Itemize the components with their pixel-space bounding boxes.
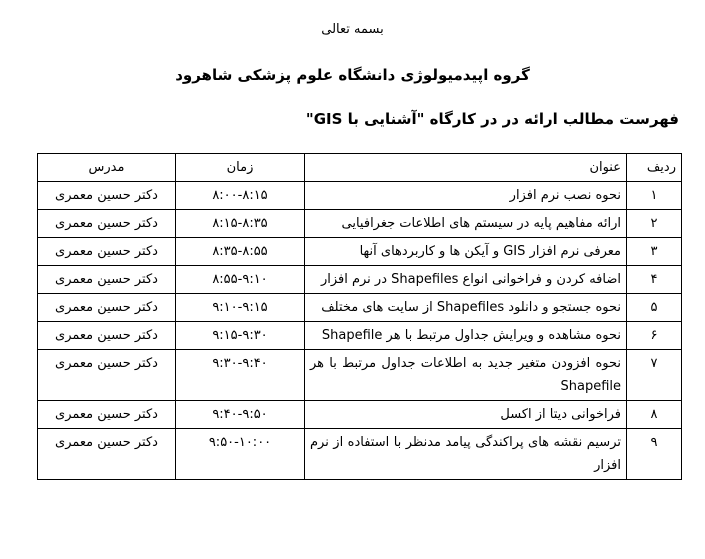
row-number-cell: ۱ xyxy=(627,182,682,210)
row-instructor-cell: دکتر حسین معمری xyxy=(38,350,176,401)
header-time: زمان xyxy=(176,154,305,182)
table-row xyxy=(38,182,682,210)
row-time-cell: ۸:۰۰-۸:۱۵ xyxy=(176,182,305,210)
table-row xyxy=(38,210,682,238)
row-instructor-cell: دکتر حسین معمری xyxy=(38,210,176,238)
row-title-cell: ترسیم نقشه های پراکندگی پیامد مدنظر با استفاده از نرم افزار xyxy=(305,429,627,480)
row-time-cell: ۸:۱۵-۸:۳۵ xyxy=(176,210,305,238)
header-title: عنوان xyxy=(305,154,627,182)
row-title-cell: اضافه کردن و فراخوانی انواع Shapefiles در نرم افزار xyxy=(305,266,627,294)
table-row xyxy=(38,401,682,429)
row-time-cell: ۸:۵۵-۹:۱۰ xyxy=(176,266,305,294)
schedule-table xyxy=(37,153,682,480)
table-row xyxy=(38,294,682,322)
row-title-cell: ارائه مفاهیم پایه در سیستم های اطلاعات جغرافیایی xyxy=(305,210,627,238)
table-row xyxy=(38,238,682,266)
table-row xyxy=(38,266,682,294)
row-instructor-cell: دکتر حسین معمری xyxy=(38,322,176,350)
row-instructor-cell: دکتر حسین معمری xyxy=(38,401,176,429)
row-title-cell: معرفی نرم افزار GIS و آیکن ها و کاربردهای آنها xyxy=(305,238,627,266)
table-row xyxy=(38,429,682,480)
list-title: فهرست مطالب ارائه در در کارگاه "آشنایی با GIS" xyxy=(305,110,679,128)
row-number-cell: ۸ xyxy=(627,401,682,429)
row-time-cell: ۹:۴۰-۹:۵۰ xyxy=(176,401,305,429)
row-title-cell: فراخوانی دیتا از اکسل xyxy=(305,401,627,429)
main-heading: گروه اپیدمیولوژی دانشگاه علوم پزشکی شاهرود xyxy=(175,66,530,84)
row-number-cell: ۳ xyxy=(627,238,682,266)
row-time-cell: ۹:۳۰-۹:۴۰ xyxy=(176,350,305,401)
row-instructor-cell: دکتر حسین معمری xyxy=(38,429,176,480)
table-row xyxy=(38,350,682,401)
row-instructor-cell: دکتر حسین معمری xyxy=(38,182,176,210)
row-title-cell: نحوه مشاهده و ویرایش جداول مرتبط با هر Shapefile xyxy=(305,322,627,350)
row-title-cell: نحوه افزودن متغیر جدید به اطلاعات جداول مرتبط با هر Shapefile xyxy=(305,350,627,401)
row-time-cell: ۸:۳۵-۸:۵۵ xyxy=(176,238,305,266)
row-instructor-cell: دکتر حسین معمری xyxy=(38,266,176,294)
header-instructor: مدرس xyxy=(38,154,176,182)
row-number-cell: ۵ xyxy=(627,294,682,322)
row-number-cell: ۹ xyxy=(627,429,682,480)
row-number-cell: ۷ xyxy=(627,350,682,401)
top-heading: بسمه تعالی xyxy=(321,22,384,37)
row-instructor-cell: دکتر حسین معمری xyxy=(38,238,176,266)
row-time-cell: ۹:۵۰-۱۰:۰۰ xyxy=(176,429,305,480)
row-title-cell: نحوه جستجو و دانلود Shapefiles از سایت های مختلف xyxy=(305,294,627,322)
row-time-cell: ۹:۱۰-۹:۱۵ xyxy=(176,294,305,322)
table-header-row xyxy=(38,154,682,182)
row-time-cell: ۹:۱۵-۹:۳۰ xyxy=(176,322,305,350)
row-title-cell: نحوه نصب نرم افزار xyxy=(305,182,627,210)
row-number-cell: ۲ xyxy=(627,210,682,238)
table-body xyxy=(38,182,682,480)
header-row-number: ردیف xyxy=(627,154,682,182)
row-number-cell: ۶ xyxy=(627,322,682,350)
row-instructor-cell: دکتر حسین معمری xyxy=(38,294,176,322)
table-row xyxy=(38,322,682,350)
row-number-cell: ۴ xyxy=(627,266,682,294)
